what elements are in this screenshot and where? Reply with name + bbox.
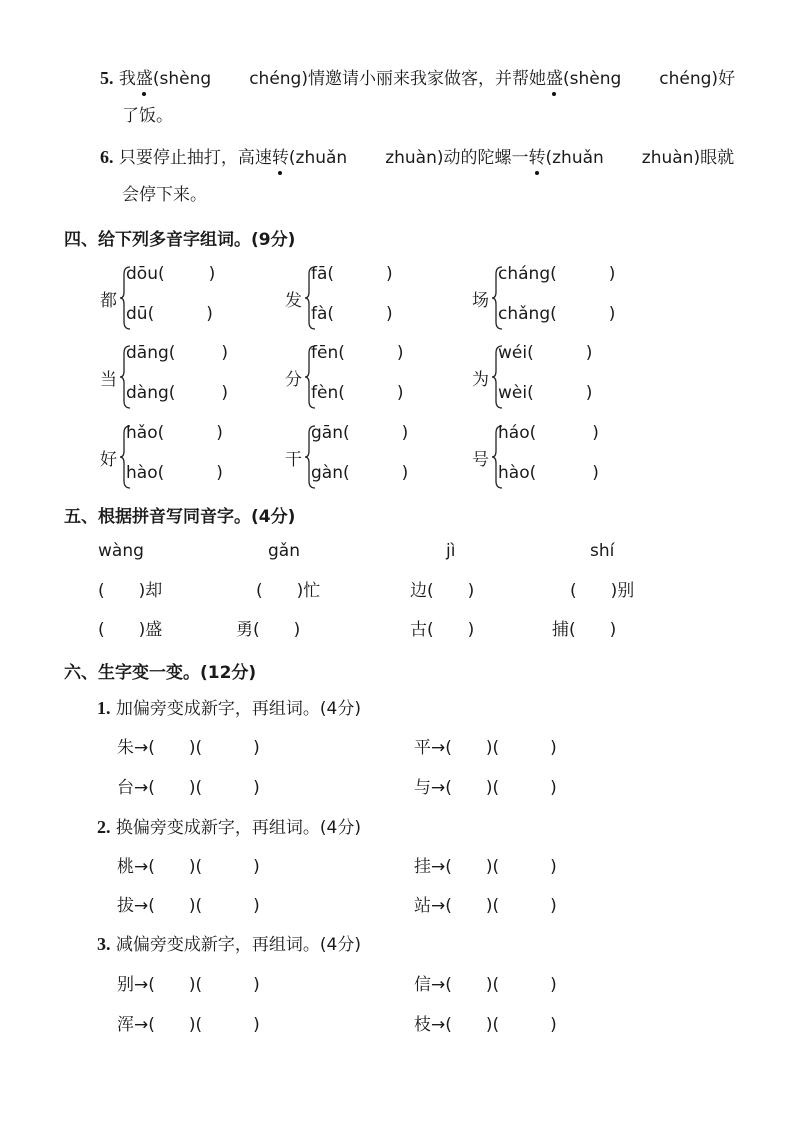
polyphone-group: 干 gān( ) gàn( ) — [285, 423, 425, 503]
dotted-char: 转 — [528, 148, 546, 168]
section-6-title: 六、生字变一变。(12分) — [64, 663, 257, 683]
homophone-blank: 古( ) — [410, 620, 475, 640]
question-6-line-1: 6. 只要停止抽打，高速转(zhuǎn zhuàn)动的陀螺一转(zhuǎn zhuàn)眼就 — [100, 147, 735, 168]
polyphone-group: 场 cháng( ) chǎng( ) — [472, 264, 632, 344]
char-transform-item: 朱→( )( ) — [117, 738, 260, 758]
homophone-blank: 边( ) — [410, 581, 475, 601]
pinyin-label: jì — [446, 541, 456, 561]
char-transform-item: 与→( )( ) — [414, 778, 557, 798]
dotted-char: 盛 — [545, 69, 563, 89]
char-transform-item: 枝→( )( ) — [414, 1015, 557, 1035]
char-transform-item: 桃→( )( ) — [117, 857, 260, 877]
polyphone-group: 好 hǎo( ) hào( ) — [100, 423, 260, 503]
homophone-blank: ( )忙 — [256, 581, 321, 601]
part-2-heading: 2. 换偏旁变成新字，再组词。(4分) — [97, 817, 361, 838]
homophone-blank: 捕( ) — [552, 620, 617, 640]
polyphone-group: 为 wéi( ) wèi( ) — [472, 343, 632, 423]
char-transform-item: 信→( )( ) — [414, 975, 557, 995]
polyphone-group: 发 fā( ) fà( ) — [285, 264, 425, 344]
pinyin-label: shí — [590, 541, 615, 561]
homophone-blank: ( )盛 — [98, 620, 163, 640]
polyphone-group: 当 dāng( ) dàng( ) — [100, 343, 260, 423]
question-5-line-2: 了饭。 — [122, 106, 173, 126]
char-transform-item: 拔→( )( ) — [117, 896, 260, 916]
homophone-blank: 勇( ) — [236, 620, 301, 640]
polyphone-group: 号 háo( ) hào( ) — [472, 423, 632, 503]
char-transform-item: 台→( )( ) — [117, 778, 260, 798]
pinyin-label: wàng — [98, 541, 144, 561]
question-6-line-2: 会停下来。 — [122, 185, 207, 205]
pinyin-label: gǎn — [268, 541, 300, 561]
polyphone-group: 分 fēn( ) fèn( ) — [285, 343, 425, 423]
homophone-blank: ( )别 — [570, 581, 635, 601]
char-transform-item: 挂→( )( ) — [414, 857, 557, 877]
part-3-heading: 3. 减偏旁变成新字，再组词。(4分) — [97, 934, 361, 955]
section-4-title: 四、给下列多音字组词。(9分) — [64, 230, 296, 250]
dotted-char: 盛 — [135, 69, 153, 89]
char-transform-item: 别→( )( ) — [117, 975, 260, 995]
char-transform-item: 平→( )( ) — [414, 738, 557, 758]
homophone-blank: ( )却 — [98, 581, 163, 601]
part-1-heading: 1. 加偏旁变成新字，再组词。(4分) — [97, 698, 361, 719]
char-transform-item: 浑→( )( ) — [117, 1015, 260, 1035]
char-transform-item: 站→( )( ) — [414, 896, 557, 916]
dotted-char: 转 — [271, 148, 289, 168]
section-5-title: 五、根据拼音写同音字。(4分) — [64, 507, 296, 527]
polyphone-group: 都 dōu( ) dū( ) — [100, 264, 260, 344]
question-5-line-1: 5. 我盛(shèng chéng)情邀请小丽来我家做客，并帮她盛(shèng chéng)好 — [100, 68, 736, 89]
